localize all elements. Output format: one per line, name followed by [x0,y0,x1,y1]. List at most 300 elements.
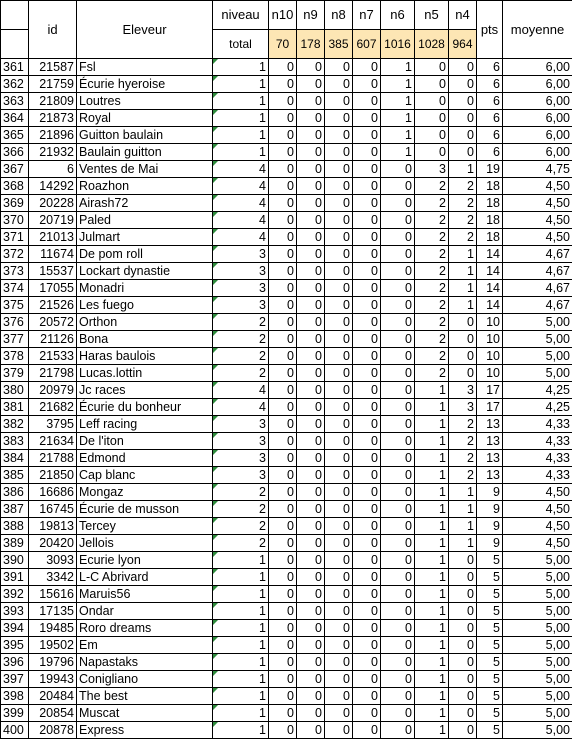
n8-cell[interactable]: 0 [325,467,353,484]
n4-cell[interactable]: 2 [449,212,477,229]
row-number[interactable]: 380 [1,382,29,399]
total-cell[interactable]: 3 [213,433,269,450]
n6-cell[interactable]: 0 [381,688,415,705]
moyenne-cell[interactable]: 5,00 [503,654,572,671]
total-cell[interactable]: 3 [213,450,269,467]
n9-cell[interactable]: 0 [297,586,325,603]
n10-cell[interactable]: 0 [269,688,297,705]
n9-cell[interactable]: 0 [297,348,325,365]
n4-cell[interactable]: 0 [449,722,477,739]
n7-cell[interactable]: 0 [353,722,381,739]
pts-cell[interactable]: 5 [477,722,503,739]
n5-cell[interactable]: 0 [415,127,449,144]
row-number[interactable]: 400 [1,722,29,739]
pts-cell[interactable]: 13 [477,467,503,484]
n4-cell[interactable]: 0 [449,348,477,365]
n6-cell[interactable]: 0 [381,365,415,382]
n6-cell[interactable]: 1 [381,110,415,127]
col-header-n8[interactable]: n8 [325,1,353,30]
breeder-name[interactable]: Maruis56 [77,586,213,603]
row-number[interactable]: 367 [1,161,29,178]
n6-cell[interactable]: 0 [381,484,415,501]
n7-cell[interactable]: 0 [353,484,381,501]
n8-cell[interactable]: 0 [325,654,353,671]
id-cell[interactable]: 20854 [29,705,77,722]
row-number[interactable]: 392 [1,586,29,603]
total-cell[interactable]: 1 [213,688,269,705]
breeder-name[interactable]: Monadri [77,280,213,297]
pts-cell[interactable]: 6 [477,110,503,127]
n5-cell[interactable]: 1 [415,501,449,518]
n5-cell[interactable]: 2 [415,263,449,280]
pts-cell[interactable]: 6 [477,127,503,144]
n10-cell[interactable]: 0 [269,229,297,246]
n8-cell[interactable]: 0 [325,705,353,722]
n6-cell[interactable]: 1 [381,144,415,161]
n7-cell[interactable]: 0 [353,314,381,331]
n9-cell[interactable]: 0 [297,654,325,671]
id-cell[interactable]: 20228 [29,195,77,212]
pts-cell[interactable]: 17 [477,399,503,416]
row-number[interactable]: 391 [1,569,29,586]
pts-cell[interactable]: 9 [477,484,503,501]
n9-cell[interactable]: 0 [297,433,325,450]
col-header-n7[interactable]: n7 [353,1,381,30]
n9-cell[interactable]: 0 [297,212,325,229]
n4-cell[interactable]: 0 [449,331,477,348]
moyenne-cell[interactable]: 5,00 [503,569,572,586]
n5-cell[interactable]: 2 [415,348,449,365]
n4-cell[interactable]: 3 [449,399,477,416]
breeder-name[interactable]: Loutres [77,93,213,110]
pts-cell[interactable]: 14 [477,280,503,297]
id-cell[interactable]: 20484 [29,688,77,705]
moyenne-cell[interactable]: 4,33 [503,467,572,484]
n8-cell[interactable]: 0 [325,348,353,365]
breeder-name[interactable]: Roazhon [77,178,213,195]
breeder-name[interactable]: Julmart [77,229,213,246]
breeder-name[interactable]: Paled [77,212,213,229]
total-cell[interactable]: 4 [213,212,269,229]
n6-cell[interactable]: 0 [381,450,415,467]
breeder-name[interactable]: Ondar [77,603,213,620]
n5-cell[interactable]: 1 [415,382,449,399]
n4-cell[interactable]: 0 [449,654,477,671]
n10-cell[interactable]: 0 [269,127,297,144]
n8-cell[interactable]: 0 [325,484,353,501]
breeder-name[interactable]: Ecurie lyon [77,552,213,569]
n5-cell[interactable]: 1 [415,450,449,467]
n9-cell[interactable]: 0 [297,382,325,399]
breeder-name[interactable]: Bona [77,331,213,348]
n6-cell[interactable]: 0 [381,620,415,637]
n6-cell[interactable]: 0 [381,637,415,654]
total-cell[interactable]: 4 [213,178,269,195]
n5-cell[interactable]: 1 [415,705,449,722]
row-number[interactable]: 388 [1,518,29,535]
n7-cell[interactable]: 0 [353,467,381,484]
breeder-name[interactable]: Muscat [77,705,213,722]
moyenne-cell[interactable]: 4,50 [503,178,572,195]
pts-cell[interactable]: 18 [477,195,503,212]
n7-cell[interactable]: 0 [353,178,381,195]
n5-cell[interactable]: 1 [415,535,449,552]
row-number[interactable]: 372 [1,246,29,263]
n8-cell[interactable]: 0 [325,518,353,535]
moyenne-cell[interactable]: 6,00 [503,110,572,127]
id-cell[interactable]: 19796 [29,654,77,671]
breeder-name[interactable]: Lucas.lottin [77,365,213,382]
col-header-n6[interactable]: n6 [381,1,415,30]
n10-cell[interactable]: 0 [269,280,297,297]
n7-cell[interactable]: 0 [353,110,381,127]
n9-cell[interactable]: 0 [297,59,325,76]
n6-cell[interactable]: 1 [381,127,415,144]
pts-cell[interactable]: 10 [477,365,503,382]
n7-cell[interactable]: 0 [353,620,381,637]
col-header-n9[interactable]: n9 [297,1,325,30]
row-number[interactable]: 377 [1,331,29,348]
n9-cell[interactable]: 0 [297,127,325,144]
id-cell[interactable]: 3342 [29,569,77,586]
n6-cell[interactable]: 0 [381,212,415,229]
n7-cell[interactable]: 0 [353,705,381,722]
moyenne-cell[interactable]: 4,25 [503,399,572,416]
breeder-name[interactable]: Jc races [77,382,213,399]
moyenne-cell[interactable]: 4,50 [503,195,572,212]
moyenne-cell[interactable]: 5,00 [503,314,572,331]
total-cell[interactable]: 4 [213,229,269,246]
row-number[interactable]: 365 [1,127,29,144]
n7-cell[interactable]: 0 [353,603,381,620]
n4-cell[interactable]: 0 [449,59,477,76]
total-cell[interactable]: 1 [213,127,269,144]
n7-cell[interactable]: 0 [353,637,381,654]
n4-cell[interactable]: 2 [449,467,477,484]
n5-cell[interactable]: 1 [415,467,449,484]
n10-cell[interactable]: 0 [269,467,297,484]
col-header-n5[interactable]: n5 [415,1,449,30]
n5-cell[interactable]: 1 [415,518,449,535]
row-number[interactable]: 385 [1,467,29,484]
row-number[interactable]: 393 [1,603,29,620]
moyenne-cell[interactable]: 5,00 [503,552,572,569]
moyenne-cell[interactable]: 5,00 [503,637,572,654]
pts-cell[interactable]: 6 [477,144,503,161]
breeder-name[interactable]: Écurie de musson [77,501,213,518]
n9-cell[interactable]: 0 [297,705,325,722]
n6-cell[interactable]: 0 [381,399,415,416]
breeder-name[interactable]: Em [77,637,213,654]
row-number[interactable]: 363 [1,93,29,110]
moyenne-cell[interactable]: 4,75 [503,161,572,178]
n5-cell[interactable]: 2 [415,246,449,263]
n6-cell[interactable]: 0 [381,569,415,586]
n9-cell[interactable]: 0 [297,229,325,246]
n4-cell[interactable]: 0 [449,671,477,688]
n8-cell[interactable]: 0 [325,671,353,688]
moyenne-cell[interactable]: 4,50 [503,484,572,501]
n7-cell[interactable]: 0 [353,229,381,246]
col-header-pts[interactable]: pts [477,1,503,59]
n6-cell[interactable]: 0 [381,178,415,195]
n10-cell[interactable]: 0 [269,569,297,586]
col-header-eleveur[interactable]: Eleveur [77,1,213,59]
col-header-id[interactable]: id [29,1,77,59]
id-cell[interactable]: 19943 [29,671,77,688]
count-n10[interactable]: 70 [269,30,297,59]
n7-cell[interactable]: 0 [353,535,381,552]
n7-cell[interactable]: 0 [353,144,381,161]
n8-cell[interactable]: 0 [325,127,353,144]
total-cell[interactable]: 2 [213,518,269,535]
n9-cell[interactable]: 0 [297,552,325,569]
row-number[interactable]: 383 [1,433,29,450]
n7-cell[interactable]: 0 [353,433,381,450]
n10-cell[interactable]: 0 [269,263,297,280]
n10-cell[interactable]: 0 [269,348,297,365]
n9-cell[interactable]: 0 [297,331,325,348]
n8-cell[interactable]: 0 [325,620,353,637]
moyenne-cell[interactable]: 4,67 [503,246,572,263]
count-n9[interactable]: 178 [297,30,325,59]
n10-cell[interactable]: 0 [269,484,297,501]
moyenne-cell[interactable]: 4,67 [503,263,572,280]
n7-cell[interactable]: 0 [353,569,381,586]
pts-cell[interactable]: 13 [477,450,503,467]
breeder-name[interactable]: Napastaks [77,654,213,671]
id-cell[interactable]: 21896 [29,127,77,144]
row-number[interactable]: 399 [1,705,29,722]
n5-cell[interactable]: 2 [415,280,449,297]
n7-cell[interactable]: 0 [353,416,381,433]
n10-cell[interactable]: 0 [269,501,297,518]
id-cell[interactable]: 15616 [29,586,77,603]
id-cell[interactable]: 21932 [29,144,77,161]
n8-cell[interactable]: 0 [325,365,353,382]
n5-cell[interactable]: 1 [415,586,449,603]
n5-cell[interactable]: 3 [415,161,449,178]
pts-cell[interactable]: 5 [477,688,503,705]
total-cell[interactable]: 1 [213,144,269,161]
moyenne-cell[interactable]: 4,25 [503,382,572,399]
n9-cell[interactable]: 0 [297,178,325,195]
breeder-name[interactable]: De pom roll [77,246,213,263]
moyenne-cell[interactable]: 5,00 [503,331,572,348]
n6-cell[interactable]: 0 [381,501,415,518]
id-cell[interactable]: 21682 [29,399,77,416]
n6-cell[interactable]: 0 [381,246,415,263]
n4-cell[interactable]: 0 [449,110,477,127]
moyenne-cell[interactable]: 4,33 [503,416,572,433]
n4-cell[interactable]: 2 [449,433,477,450]
total-cell[interactable]: 2 [213,348,269,365]
n10-cell[interactable]: 0 [269,518,297,535]
pts-cell[interactable]: 5 [477,671,503,688]
row-number[interactable]: 371 [1,229,29,246]
moyenne-cell[interactable]: 5,00 [503,586,572,603]
moyenne-cell[interactable]: 5,00 [503,348,572,365]
n7-cell[interactable]: 0 [353,586,381,603]
n8-cell[interactable]: 0 [325,450,353,467]
n9-cell[interactable]: 0 [297,484,325,501]
n6-cell[interactable]: 0 [381,654,415,671]
n7-cell[interactable]: 0 [353,246,381,263]
pts-cell[interactable]: 18 [477,212,503,229]
row-number[interactable]: 381 [1,399,29,416]
row-number[interactable]: 384 [1,450,29,467]
row-number[interactable]: 362 [1,76,29,93]
n4-cell[interactable]: 1 [449,518,477,535]
n9-cell[interactable]: 0 [297,161,325,178]
pts-cell[interactable]: 9 [477,518,503,535]
n5-cell[interactable]: 1 [415,620,449,637]
n7-cell[interactable]: 0 [353,59,381,76]
n7-cell[interactable]: 0 [353,450,381,467]
n9-cell[interactable]: 0 [297,365,325,382]
n10-cell[interactable]: 0 [269,722,297,739]
row-number[interactable]: 395 [1,637,29,654]
id-cell[interactable]: 21587 [29,59,77,76]
n7-cell[interactable]: 0 [353,688,381,705]
row-number[interactable]: 398 [1,688,29,705]
n8-cell[interactable]: 0 [325,263,353,280]
id-cell[interactable]: 21873 [29,110,77,127]
col-header-niveau[interactable]: niveau [213,1,269,30]
id-cell[interactable]: 3795 [29,416,77,433]
n8-cell[interactable]: 0 [325,433,353,450]
n8-cell[interactable]: 0 [325,688,353,705]
total-cell[interactable]: 1 [213,552,269,569]
n5-cell[interactable]: 1 [415,569,449,586]
n4-cell[interactable]: 1 [449,484,477,501]
row-number[interactable]: 374 [1,280,29,297]
moyenne-cell[interactable]: 4,50 [503,501,572,518]
n4-cell[interactable]: 0 [449,314,477,331]
col-header-n4[interactable]: n4 [449,1,477,30]
total-cell[interactable]: 2 [213,331,269,348]
breeder-name[interactable]: Express [77,722,213,739]
n4-cell[interactable]: 0 [449,569,477,586]
n6-cell[interactable]: 0 [381,433,415,450]
n10-cell[interactable]: 0 [269,59,297,76]
pts-cell[interactable]: 5 [477,654,503,671]
id-cell[interactable]: 20878 [29,722,77,739]
n8-cell[interactable]: 0 [325,246,353,263]
n9-cell[interactable]: 0 [297,246,325,263]
n4-cell[interactable]: 0 [449,637,477,654]
n4-cell[interactable]: 1 [449,246,477,263]
moyenne-cell[interactable]: 6,00 [503,93,572,110]
n7-cell[interactable]: 0 [353,552,381,569]
n6-cell[interactable]: 0 [381,535,415,552]
row-number[interactable]: 373 [1,263,29,280]
breeder-name[interactable]: Tercey [77,518,213,535]
n6-cell[interactable]: 0 [381,348,415,365]
n10-cell[interactable]: 0 [269,416,297,433]
n10-cell[interactable]: 0 [269,671,297,688]
n6-cell[interactable]: 0 [381,382,415,399]
breeder-name[interactable]: Airash72 [77,195,213,212]
total-cell[interactable]: 2 [213,365,269,382]
n5-cell[interactable]: 2 [415,365,449,382]
n7-cell[interactable]: 0 [353,382,381,399]
moyenne-cell[interactable]: 4,50 [503,229,572,246]
row-number[interactable]: 369 [1,195,29,212]
n5-cell[interactable]: 2 [415,212,449,229]
total-cell[interactable]: 3 [213,416,269,433]
id-cell[interactable]: 16745 [29,501,77,518]
n4-cell[interactable]: 2 [449,229,477,246]
pts-cell[interactable]: 6 [477,59,503,76]
n5-cell[interactable]: 2 [415,297,449,314]
moyenne-cell[interactable]: 4,50 [503,518,572,535]
moyenne-cell[interactable]: 5,00 [503,603,572,620]
moyenne-cell[interactable]: 5,00 [503,620,572,637]
id-cell[interactable]: 21759 [29,76,77,93]
n8-cell[interactable]: 0 [325,314,353,331]
n8-cell[interactable]: 0 [325,144,353,161]
n9-cell[interactable]: 0 [297,722,325,739]
n6-cell[interactable]: 0 [381,161,415,178]
n8-cell[interactable]: 0 [325,280,353,297]
id-cell[interactable]: 16686 [29,484,77,501]
n5-cell[interactable]: 1 [415,433,449,450]
n10-cell[interactable]: 0 [269,552,297,569]
breeder-name[interactable]: Haras baulois [77,348,213,365]
n4-cell[interactable]: 0 [449,365,477,382]
total-cell[interactable]: 1 [213,586,269,603]
n5-cell[interactable]: 1 [415,603,449,620]
n5-cell[interactable]: 0 [415,59,449,76]
n9-cell[interactable]: 0 [297,399,325,416]
breeder-name[interactable]: Edmond [77,450,213,467]
id-cell[interactable]: 21533 [29,348,77,365]
n4-cell[interactable]: 3 [449,382,477,399]
n9-cell[interactable]: 0 [297,110,325,127]
col-header-total[interactable]: total [213,30,269,59]
total-cell[interactable]: 2 [213,535,269,552]
n6-cell[interactable]: 1 [381,76,415,93]
n6-cell[interactable]: 0 [381,314,415,331]
n6-cell[interactable]: 0 [381,705,415,722]
row-number[interactable]: 378 [1,348,29,365]
n9-cell[interactable]: 0 [297,518,325,535]
breeder-name[interactable]: The best [77,688,213,705]
id-cell[interactable]: 11674 [29,246,77,263]
breeder-name[interactable]: Mongaz [77,484,213,501]
n8-cell[interactable]: 0 [325,382,353,399]
row-number[interactable]: 375 [1,297,29,314]
n4-cell[interactable]: 0 [449,127,477,144]
n7-cell[interactable]: 0 [353,501,381,518]
n5-cell[interactable]: 1 [415,654,449,671]
id-cell[interactable]: 20420 [29,535,77,552]
n8-cell[interactable]: 0 [325,416,353,433]
n6-cell[interactable]: 0 [381,518,415,535]
n9-cell[interactable]: 0 [297,467,325,484]
n4-cell[interactable]: 2 [449,450,477,467]
id-cell[interactable]: 3093 [29,552,77,569]
n4-cell[interactable]: 1 [449,297,477,314]
breeder-name[interactable]: Ventes de Mai [77,161,213,178]
n9-cell[interactable]: 0 [297,501,325,518]
id-cell[interactable]: 21526 [29,297,77,314]
n9-cell[interactable]: 0 [297,603,325,620]
n9-cell[interactable]: 0 [297,535,325,552]
total-cell[interactable]: 1 [213,93,269,110]
n9-cell[interactable]: 0 [297,297,325,314]
